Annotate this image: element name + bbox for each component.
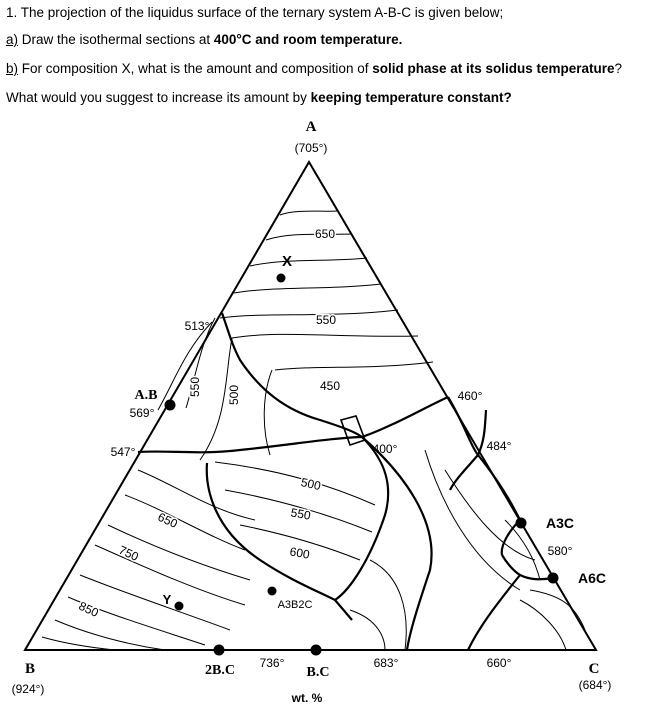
question-b-text: For composition X, what is the amount and composition of bbox=[21, 61, 373, 76]
valley-line bbox=[450, 455, 478, 490]
isotherm-line bbox=[215, 462, 375, 505]
temp-547: 547° bbox=[110, 445, 136, 459]
isotherm-label-550-mid: 550 bbox=[289, 505, 312, 523]
bc-compound-dot bbox=[311, 645, 322, 656]
isotherm-line bbox=[250, 258, 367, 266]
bc-temp: 736° bbox=[259, 656, 285, 670]
valley-line bbox=[362, 397, 448, 437]
isotherm-label-650-left: 650 bbox=[155, 509, 180, 531]
question-b-end: ? bbox=[614, 61, 623, 76]
isotherm-line bbox=[425, 450, 520, 590]
point-x-dot bbox=[277, 274, 286, 283]
isotherm-line bbox=[42, 637, 115, 650]
corner-c-label: C bbox=[588, 661, 600, 677]
isotherm-label-550-top: 550 bbox=[315, 313, 337, 327]
isotherm-label-600-mid: 600 bbox=[288, 544, 311, 562]
followup-text: What would you suggest to increase its amount by bbox=[6, 90, 311, 105]
temp-484: 484° bbox=[486, 439, 512, 453]
ternary-triangle bbox=[25, 162, 596, 650]
isotherm-line bbox=[266, 234, 352, 240]
liquidus-valleys bbox=[138, 313, 553, 650]
isotherm-line bbox=[138, 470, 255, 520]
isotherm-line bbox=[530, 590, 585, 630]
isotherm-line bbox=[55, 620, 165, 650]
point-x-label: X bbox=[281, 253, 293, 270]
isotherm-line bbox=[505, 520, 540, 580]
compound-box-outline bbox=[341, 416, 365, 445]
ab-compound-dot bbox=[165, 400, 176, 411]
isotherm-line bbox=[125, 495, 245, 550]
2bc-label: 2B.C bbox=[205, 663, 235, 678]
question-b-bold: solid phase at its solidus temperature bbox=[372, 61, 615, 76]
isotherm-line bbox=[280, 211, 337, 215]
isotherm-line bbox=[232, 334, 418, 338]
valley-line bbox=[335, 437, 388, 600]
valley-line bbox=[335, 600, 352, 620]
valley-line bbox=[478, 410, 486, 455]
isotherm-label-500-mid: 500 bbox=[299, 475, 323, 494]
isotherm-line bbox=[350, 610, 385, 650]
valley-line bbox=[138, 437, 362, 452]
a6c-compound-dot bbox=[548, 573, 559, 584]
point-y-dot bbox=[175, 602, 184, 611]
corner-b-temp: (924°) bbox=[11, 682, 45, 696]
a3c-label: A3C bbox=[545, 515, 575, 531]
isotherm-label-850: 850 bbox=[76, 598, 101, 620]
ab-compound-label: A.B bbox=[134, 388, 158, 403]
ab-compound-temp: 569° bbox=[129, 406, 155, 420]
followup-bold: keeping temperature constant? bbox=[310, 90, 512, 105]
temp-660: 660° bbox=[486, 656, 512, 670]
valley-line bbox=[502, 555, 520, 575]
temp-513: 513° bbox=[184, 319, 210, 333]
problem-statement: 1. The projection of the liquidus surface of the ternary system A-B-C is given below; bbox=[6, 5, 504, 20]
question-b-label: b) bbox=[6, 61, 19, 76]
corner-a-temp: (705°) bbox=[294, 141, 328, 155]
isotherm-line bbox=[158, 322, 212, 410]
isotherms-lower bbox=[42, 470, 255, 650]
isotherm-line bbox=[370, 560, 406, 650]
valley-line bbox=[468, 575, 520, 650]
isotherm-label-500-left: 500 bbox=[227, 384, 241, 406]
question-a-label: a) bbox=[6, 32, 19, 47]
axis-label-wt-percent: wt. % bbox=[291, 691, 323, 705]
compound-box bbox=[341, 416, 365, 445]
a3c-temp: 580° bbox=[547, 544, 573, 558]
point-y-label: Y bbox=[162, 592, 172, 607]
valley-line bbox=[478, 455, 520, 520]
corner-b-label: B bbox=[24, 661, 36, 677]
isotherm-label-550-left: 550 bbox=[188, 376, 202, 398]
isotherm-line bbox=[445, 470, 535, 560]
isotherm-label-450: 450 bbox=[319, 379, 341, 393]
isotherm-line bbox=[220, 310, 398, 318]
isotherm-line bbox=[234, 284, 381, 293]
bc-label: B.C bbox=[306, 665, 330, 680]
temp-460: 460° bbox=[457, 389, 483, 403]
isotherm-label-650-top: 650 bbox=[314, 227, 336, 241]
isotherm-line bbox=[264, 370, 272, 455]
corner-a-label: A bbox=[305, 119, 317, 135]
a3b2c-label: A3B2C bbox=[277, 599, 313, 611]
temp-683: 683° bbox=[373, 656, 399, 670]
valley-line bbox=[362, 437, 432, 650]
isotherms-ab bbox=[158, 318, 272, 460]
corner-c-temp: (684°) bbox=[578, 678, 612, 692]
a3c-compound-dot bbox=[516, 518, 527, 529]
valley-line bbox=[448, 397, 478, 455]
a6c-label: A6C bbox=[577, 570, 607, 586]
a3b2c-dot bbox=[268, 587, 277, 596]
valley-line bbox=[222, 313, 362, 437]
question-a-bold: 400°C and room temperature. bbox=[213, 32, 403, 47]
temp-400: 400° bbox=[372, 442, 398, 456]
question-a-text: Draw the isothermal sections at bbox=[21, 32, 214, 47]
2bc-compound-dot bbox=[214, 645, 225, 656]
isotherm-line bbox=[275, 362, 433, 370]
isotherm-line bbox=[520, 600, 566, 650]
isotherm-line bbox=[80, 575, 230, 630]
isotherm-label-750: 750 bbox=[116, 542, 141, 564]
